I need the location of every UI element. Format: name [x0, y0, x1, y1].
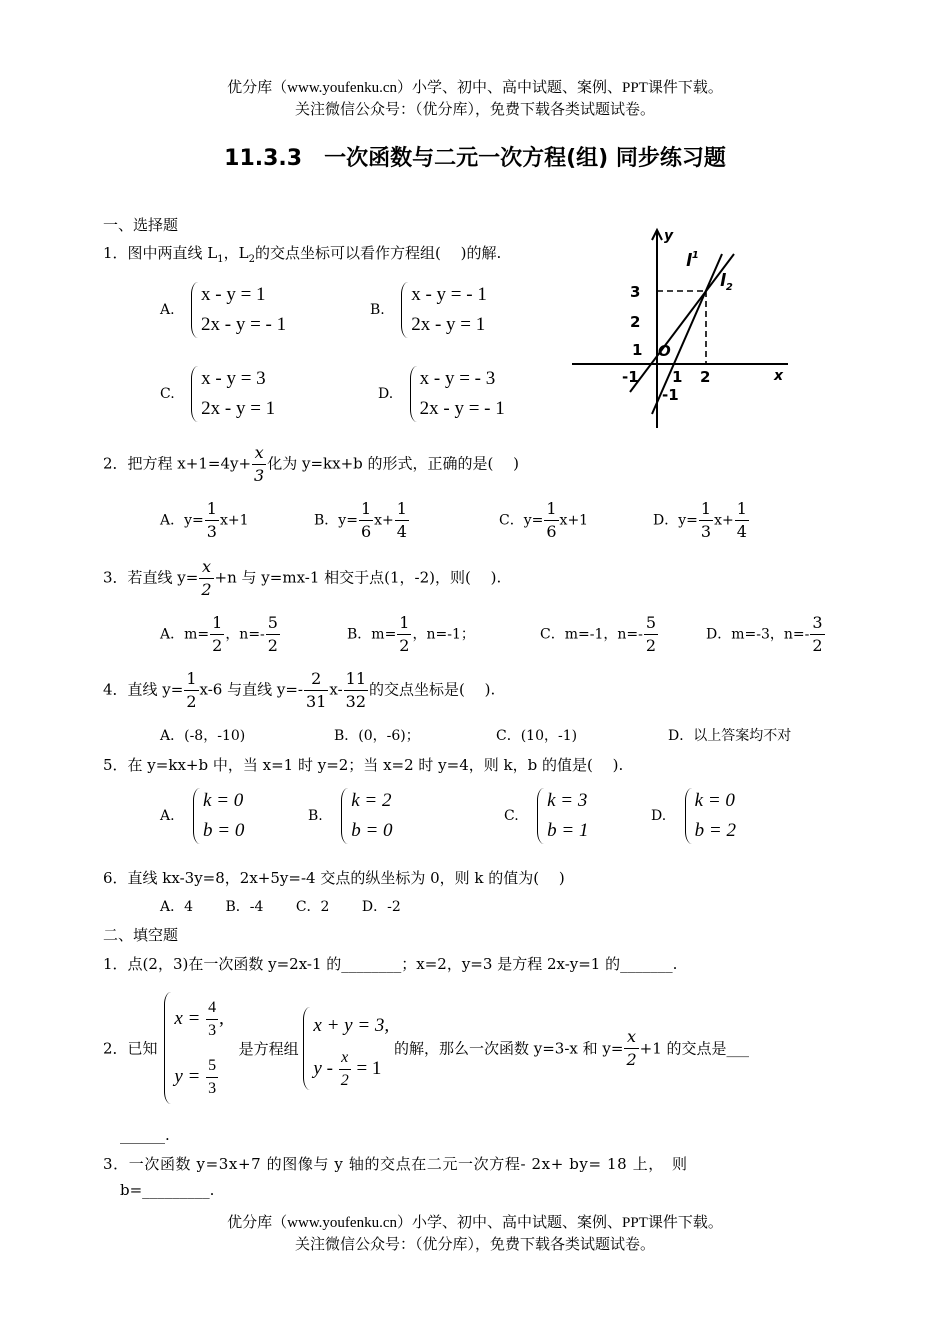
q1-option-a[interactable]: A. x - y = 1 2x - y = - 1 — [160, 280, 286, 340]
footer-line-1: 优分库（www.youfenku.cn）小学、初中、高中试题、案例、PPT课件下载。 — [227, 1215, 723, 1231]
y-tick-2: 2 — [630, 313, 641, 331]
q1-stem: 1．图中两直线 $L_1$，$L_2$的交点坐标可以看作方程组( )的解. — [103, 244, 502, 265]
q2-stem: 2．把方程 x+1=4y+ $\frac{x}{3}$ 化为 y=kx+b 的形式，正确的是( ) — [103, 443, 520, 485]
q1-graph — [568, 222, 800, 432]
fill-1: 1．点(2，3)在一次函数 y=2x-1 的________；x=2，y=3 是方程 2x-y=1 的_______. — [103, 955, 678, 973]
q1-option-c[interactable]: C. x - y = 3 2x - y = 1 — [160, 364, 275, 424]
footer-line-2: 关注微信公众号：（优分库），免费下载各类试题试卷。 — [294, 1237, 655, 1253]
q4-option-b[interactable]: B．(0，-6)； — [334, 728, 420, 744]
x-tick-minus1: -1 — [622, 368, 639, 386]
q5-option-a[interactable]: A. k = 0 b = 0 — [160, 786, 244, 846]
y-tick-3: 3 — [630, 283, 641, 301]
q4-option-c[interactable]: C．(10，-1) — [496, 728, 578, 744]
header-line-1: 优分库（www.youfenku.cn）小学、初中、高中试题、案例、PPT课件下载。 — [227, 80, 723, 96]
fill-3-line-2: b=_________. — [120, 1181, 215, 1199]
fill-2: 2．已知 x = $\frac{4}{3}$ , y = $\frac{5}{3}$ 是方程组 x + y = 3, y - $\frac{x}{2}$ = 1 的解，那么一次函数 y=3-x 和 y= $\frac{x}{2}$ +1 的交点是___ — [103, 990, 749, 1110]
q2-option-d[interactable]: D．y= $\frac{1}{3}$ x+ $\frac{1}{4}$ — [653, 499, 747, 541]
q2-option-c[interactable]: C．y= $\frac{1}{6}$ x+1 — [499, 499, 589, 541]
section-choice: 一、选择题 — [103, 216, 179, 234]
fill-3-line-1: 3．一次函数 y=3x+7 的图像与 y 轴的交点在二元一次方程- 2x+ by= 18 上， 则 — [103, 1155, 688, 1173]
q3-stem: 3．若直线 y= $\frac{x}{2}$ +n 与 y=mx-1 相交于点(1，-2)，则( ). — [103, 557, 502, 599]
origin-label: O — [658, 342, 671, 360]
q5-option-d[interactable]: D. k = 0 b = 2 — [651, 786, 736, 846]
l2-label: $l_2$ — [720, 271, 733, 293]
fill-2-continuation: ______. — [120, 1126, 170, 1144]
q2-option-b[interactable]: B．y= $\frac{1}{6}$ x+ $\frac{1}{4}$ — [314, 499, 407, 541]
section-fill: 二、填空题 — [103, 926, 179, 944]
q3-option-a[interactable]: A．m= $\frac{1}{2}$ ，n=- $\frac{5}{2}$ — [160, 613, 278, 655]
x-tick-1: 1 — [672, 368, 683, 386]
q1-option-d[interactable]: D. x - y = - 3 2x - y = - 1 — [378, 364, 505, 424]
q5-stem: 5．在 y=kx+b 中，当 x=1 时 y=2；当 x=2 时 y=4，则 k，b 的值是( ). — [103, 756, 624, 774]
q6-stem: 6．直线 kx-3y=8，2x+5y=-4 交点的纵坐标为 0，则 k 的值为( ) — [103, 869, 565, 887]
page-title: 11.3.3 一次函数与二元一次方程(组) 同步练习题 — [224, 146, 726, 171]
q4-option-d[interactable]: D．以上答案均不对 — [668, 728, 792, 744]
q3-option-c[interactable]: C．m=-1，n=- $\frac{5}{2}$ — [540, 613, 657, 655]
q5-option-b[interactable]: B. k = 2 b = 0 — [308, 786, 393, 846]
header-line-2: 关注微信公众号：（优分库），免费下载各类试题试卷。 — [294, 102, 655, 118]
y-axis-label: y — [664, 228, 674, 244]
l1-label: $l^1$ — [686, 250, 699, 271]
x-tick-2: 2 — [700, 368, 711, 386]
q1-option-b[interactable]: B. x - y = - 1 2x - y = 1 — [370, 280, 487, 340]
x-axis-label: x — [774, 368, 784, 384]
q4-stem: 4．直线 y= $\frac{1}{2}$ x-6 与直线 y=- $\frac{2}{31}$ x- $\frac{11}{32}$ 的交点坐标是( ). — [103, 669, 496, 711]
y-tick-minus1: -1 — [662, 386, 679, 404]
q4-option-a[interactable]: A．(-8，-10) — [160, 728, 246, 744]
q6-options[interactable]: A．4 B．-4 C．2 D．-2 — [160, 899, 401, 915]
q2-option-a[interactable]: A．y= $\frac{1}{3}$ x+1 — [160, 499, 249, 541]
q5-option-c[interactable]: C. k = 3 b = 1 — [504, 786, 588, 846]
q3-option-b[interactable]: B．m= $\frac{1}{2}$ ，n=-1； — [347, 613, 475, 655]
y-tick-1: 1 — [632, 341, 643, 359]
q3-option-d[interactable]: D．m=-3，n=- $\frac{3}{2}$ — [706, 613, 823, 655]
